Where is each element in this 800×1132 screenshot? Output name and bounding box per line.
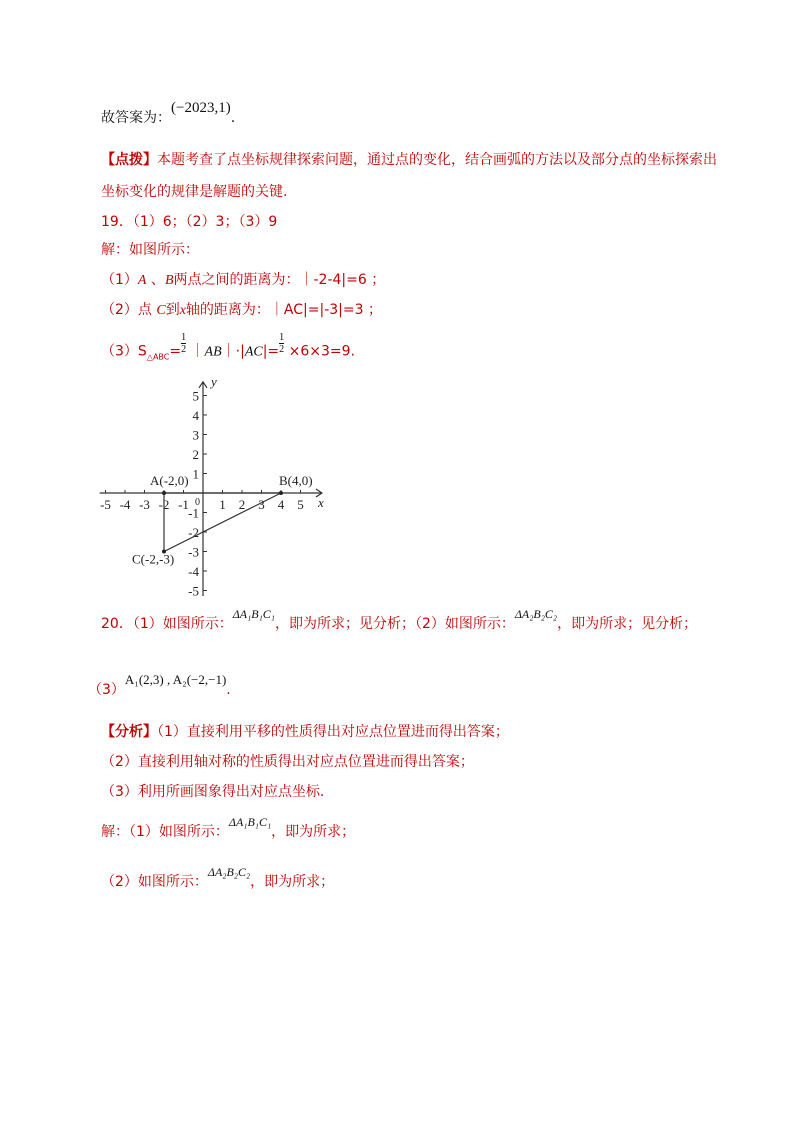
- q20-line-1: [101, 607, 698, 634]
- q19-p2-C: C: [156, 303, 166, 318]
- point-b: [279, 491, 283, 495]
- answer-prefix: 故答案为：: [101, 110, 171, 126]
- q19-p2-c: 轴的距离为：｜AC|=|-3|=3 ；: [185, 302, 382, 318]
- q19-frac-1-num: 1: [181, 332, 187, 343]
- q19-head-text: 19．（1）6；（2）3；（3）9: [101, 214, 278, 230]
- point-label-c: C(-2,-3): [132, 551, 175, 567]
- x-tick-label: 4: [277, 497, 285, 512]
- q19-frac-2-den: 2: [279, 344, 285, 355]
- x-tick-label: 1: [219, 497, 226, 512]
- q20-a: 20．（1）如图所示：: [101, 616, 233, 632]
- x-axis-label: x: [318, 495, 324, 510]
- fenxi-l1: （1）直接利用平移的性质得出对应点位置进而得出答案；: [157, 724, 509, 740]
- x-tick-label: -1: [178, 497, 189, 512]
- q19-part2: [101, 300, 382, 321]
- coordinate-graph: [96, 376, 336, 596]
- q19-jie-text: 解：如图所示：: [101, 242, 199, 258]
- q20-line2-a: （3）: [88, 682, 125, 698]
- origin-label: 0: [195, 497, 200, 508]
- jie2-l1-a: 解：（1）如图所示：: [101, 824, 229, 840]
- q19-p3-e: |=: [262, 343, 280, 360]
- q20-line2-b: .: [226, 682, 231, 698]
- q19-p1-a: （1）: [101, 272, 138, 288]
- x-tick-label: -3: [139, 497, 150, 512]
- answer-suffix: .: [230, 110, 236, 126]
- q19-p3-b: =: [169, 343, 182, 360]
- point-label-b: B(4,0): [279, 473, 313, 488]
- answer-line: [101, 100, 236, 128]
- q20-c: ，即为所求；见分析；: [557, 616, 698, 632]
- q19-frac-2-num: 1: [279, 332, 285, 343]
- q19-p3-AC: AC: [244, 344, 263, 360]
- point-a: [162, 491, 166, 495]
- y-tick-label: 3: [192, 427, 199, 443]
- y-tick-label: -5: [188, 583, 199, 596]
- jie2-l2-math: ΔA₂B₂C₂: [207, 865, 251, 879]
- q20-line2-math: A₁(2,3) , A₂(−2,−1): [124, 672, 227, 687]
- q19-p1-A: A: [137, 273, 147, 288]
- fenxi-l2: （2）直接利用轴对称的性质得出对应点位置进而得出答案；: [101, 754, 474, 770]
- q19-frac-2: [279, 332, 284, 355]
- q19-p1-b: 、: [146, 272, 165, 288]
- fenxi-bracket: 【分析】: [101, 724, 157, 740]
- q19-p2-x: x: [179, 303, 186, 318]
- dianbo-line-2: [101, 182, 287, 202]
- y-tick-label: -2: [188, 525, 199, 540]
- dianbo-line-1: [101, 150, 717, 170]
- dianbo-text-2: 坐标变化的规律是解题的关键.: [101, 184, 288, 200]
- q19-p2-b: 到: [165, 302, 180, 318]
- jie2-l1-math: ΔA₁B₁C₁: [228, 815, 272, 829]
- q19-frac-1: [181, 332, 186, 355]
- x-tick-label: 2: [238, 497, 246, 512]
- fenxi-l3: （3）利用所画图象得出对应点坐标.: [101, 784, 325, 800]
- x-tick-label: 5: [297, 497, 304, 512]
- y-tick-label: -4: [188, 564, 199, 579]
- q19-p3-c: ｜: [186, 343, 205, 360]
- y-axis-label: y: [211, 376, 217, 389]
- jie2-l2-b: ，即为所求；: [250, 874, 335, 890]
- jie2-l2-a: （2）如图所示：: [101, 874, 208, 890]
- dianbo-bracket: 【点拨】: [101, 152, 157, 168]
- q19-p3-AB: AB: [204, 344, 222, 360]
- y-tick-label: -1: [188, 505, 199, 521]
- q20-b: ，即为所求；见分析；（2）如图所示：: [274, 616, 515, 632]
- q19-p3-d: ｜·|: [221, 343, 245, 360]
- q19-jie: [101, 240, 199, 260]
- q19-head: [101, 212, 277, 232]
- q19-p1-c: 两点之间的距离为：｜-2-4|=6 ；: [173, 272, 386, 288]
- q19-p3-f: ×6×3=9.: [284, 343, 355, 360]
- q19-p1-B: B: [164, 273, 174, 288]
- x-tick-label: -5: [100, 497, 111, 512]
- x-tick-label: -2: [158, 497, 170, 512]
- q19-p2-a: （2）点: [101, 302, 157, 318]
- q19-frac-1-den: 2: [181, 344, 187, 355]
- q20-tri2: ΔA₂B₂C₂: [514, 607, 558, 621]
- y-tick-label: 5: [192, 388, 199, 404]
- y-tick-label: 1: [192, 466, 199, 482]
- jie2-line-2: [101, 865, 335, 892]
- x-tick-label: 3: [258, 497, 265, 512]
- dianbo-text-1: 本题考查了点坐标规律探索问题，通过点的变化，结合画弧的方法以及部分点的坐标探索出: [157, 152, 717, 168]
- q20-line-2: [88, 672, 231, 700]
- answer-math: (−2023,1): [171, 100, 231, 116]
- q19-p3-a: （3）S: [101, 343, 147, 360]
- fenxi-line-3: [101, 782, 324, 802]
- point-label-a: A(-2,0): [150, 473, 189, 488]
- jie2-l1-b: ，即为所求；: [271, 824, 356, 840]
- jie2-line-1: [101, 815, 356, 842]
- y-tick-label: 4: [192, 408, 199, 423]
- x-tick-label: -4: [119, 497, 131, 512]
- q20-tri1: ΔA₁B₁C₁: [232, 607, 275, 621]
- y-tick-label: -3: [188, 544, 199, 560]
- q19-part1: [101, 270, 385, 291]
- q19-p3-sub: △ABC: [146, 352, 170, 362]
- y-tick-label: 2: [192, 447, 199, 462]
- fenxi-line-1: [101, 722, 509, 742]
- q19-part3: [101, 332, 355, 367]
- fenxi-line-2: [101, 752, 474, 772]
